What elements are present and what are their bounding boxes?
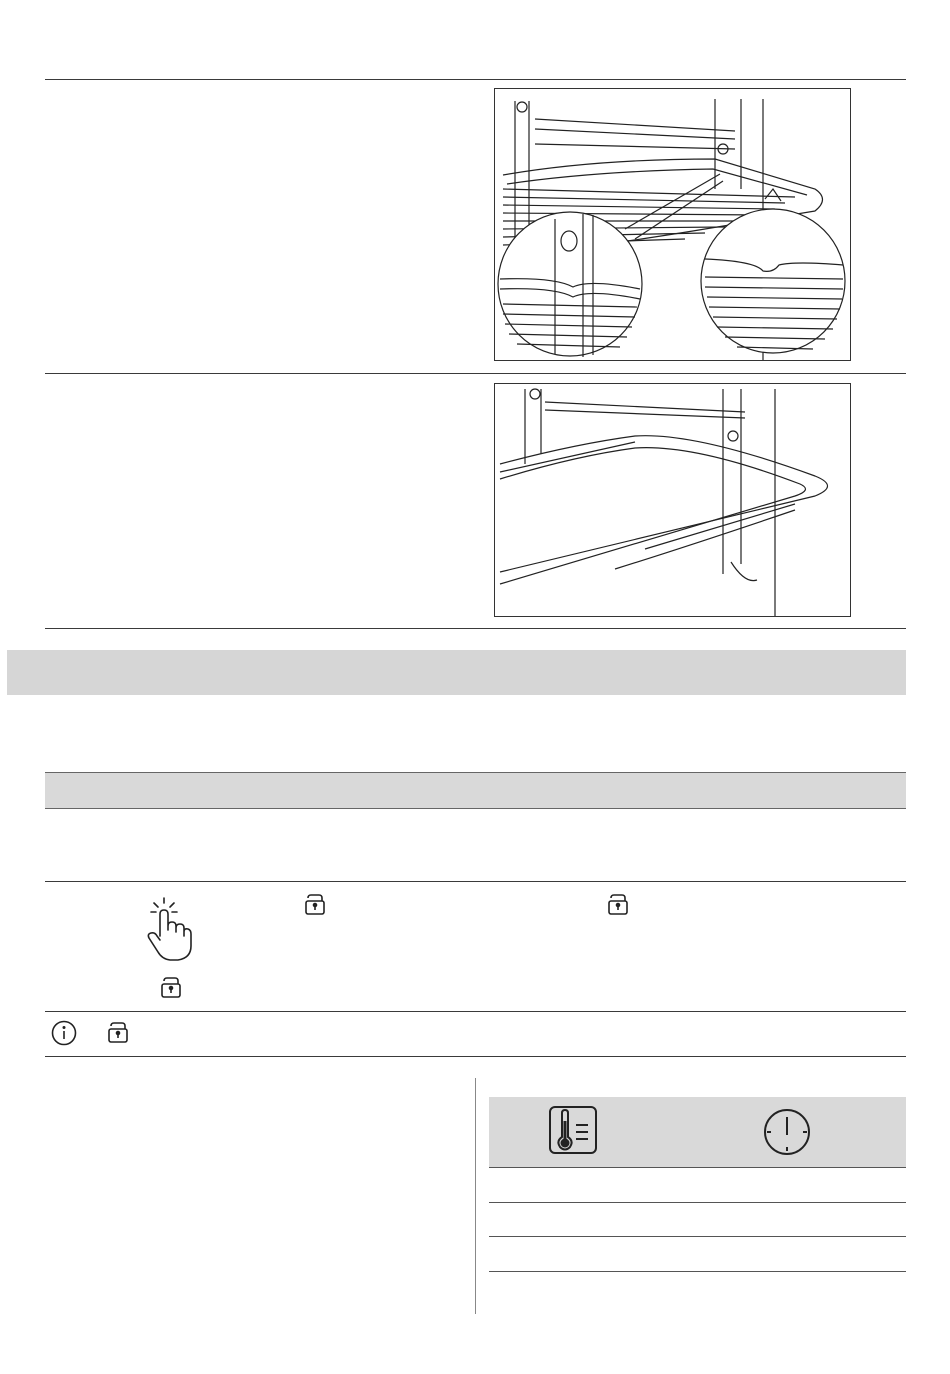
oven-rack-illustration xyxy=(495,89,850,360)
clock-icon xyxy=(762,1107,812,1162)
table-header xyxy=(45,772,906,809)
right-table-row-line-4 xyxy=(489,1271,906,1272)
table-row-divider-2 xyxy=(45,1011,906,1012)
oven-tray-illustration xyxy=(495,384,850,616)
child-lock-icon xyxy=(107,1022,129,1049)
touch-hand-icon xyxy=(144,896,194,967)
thermometer-display-icon xyxy=(548,1105,600,1162)
child-lock-icon xyxy=(304,894,326,921)
info-icon xyxy=(51,1020,77,1051)
column-divider xyxy=(475,1078,476,1314)
shelf-figure xyxy=(494,88,851,361)
right-table-row-line-3 xyxy=(489,1236,906,1237)
divider-after-figures xyxy=(45,628,906,629)
child-lock-icon xyxy=(160,977,182,1004)
right-table-row-line-1 xyxy=(489,1167,906,1168)
divider-top xyxy=(45,79,906,80)
info-row-divider xyxy=(45,1056,906,1057)
divider-mid xyxy=(45,373,906,374)
child-lock-icon xyxy=(607,894,629,921)
section-heading-band xyxy=(7,650,906,695)
right-table-row-line-2 xyxy=(489,1202,906,1203)
table-row-divider-1 xyxy=(45,881,906,882)
tray-figure xyxy=(494,383,851,617)
